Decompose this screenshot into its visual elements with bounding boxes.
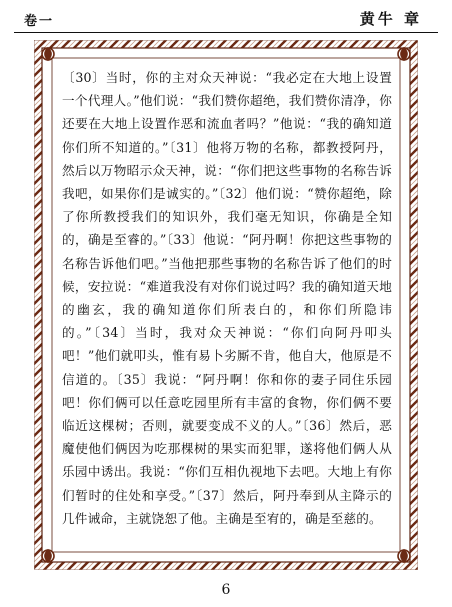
scripture-text bbox=[62, 66, 392, 546]
header-rule bbox=[14, 32, 438, 33]
corner-ornament-top-left bbox=[42, 48, 54, 60]
chapter-title: 黄牛 章 bbox=[359, 10, 422, 28]
corner-ornament-bottom-left bbox=[42, 550, 54, 562]
running-header bbox=[0, 8, 452, 32]
corner-ornament-bottom-right bbox=[398, 550, 410, 562]
page-number: 6 bbox=[221, 582, 231, 598]
volume-label: 卷一 bbox=[24, 14, 55, 29]
verses-30-37: 〔30〕当时，你的主对众天神说：“我必定在大地上设置一个代理人。”他们说：“我们赞你超绝，我们赞你清净，你还要在大地上设置作恶和流血者吗？”他说：“我的确知道你们所不知道的。”〔31〕他将万物的名称，都教授阿丹，然后以万物昭示众天神，说：“你们把这些事物的名称告诉我吧，如果你们是诚实的。”〔32〕他们说：“赞你超绝，除了你所教授我们的知识外，我们毫无知识，你确是全知的，确是至睿的。”〔33〕他说：“阿丹啊！你把这些事物的名称告诉他们吧。”当他把那些事物的名称告诉了他们的时候，安拉说：“难道我没有对你们说过吗？我的确知道天地的幽玄，我的确知道你们所表白的，和你们所隐讳的。”〔34〕当时，我对众天神说：“你们向阿丹叩头吧！”他们就叩头，惟有易卜劣厮不肯，他自大，他原是不信道的。〔35〕我说：“阿丹啊！你和你的妻子同住乐园吧！你们俩可以任意吃园里所有丰富的食物，你们俩不要临近这棵树；否则，就要变成不义的人。”〔36〕然后，恶魔使他们俩因为吃那棵树的果实而犯罪，遂将他们俩人从乐园中诱出。我说：“你们互相仇视地下去吧。大地上有你们暂时的住处和享受。”〔37〕然后，阿丹奉到从主降示的几件诫命，主就饶恕了他。主确是至宥的，确是至慈的。 bbox=[62, 70, 392, 526]
corner-ornament-top-right bbox=[398, 48, 410, 60]
